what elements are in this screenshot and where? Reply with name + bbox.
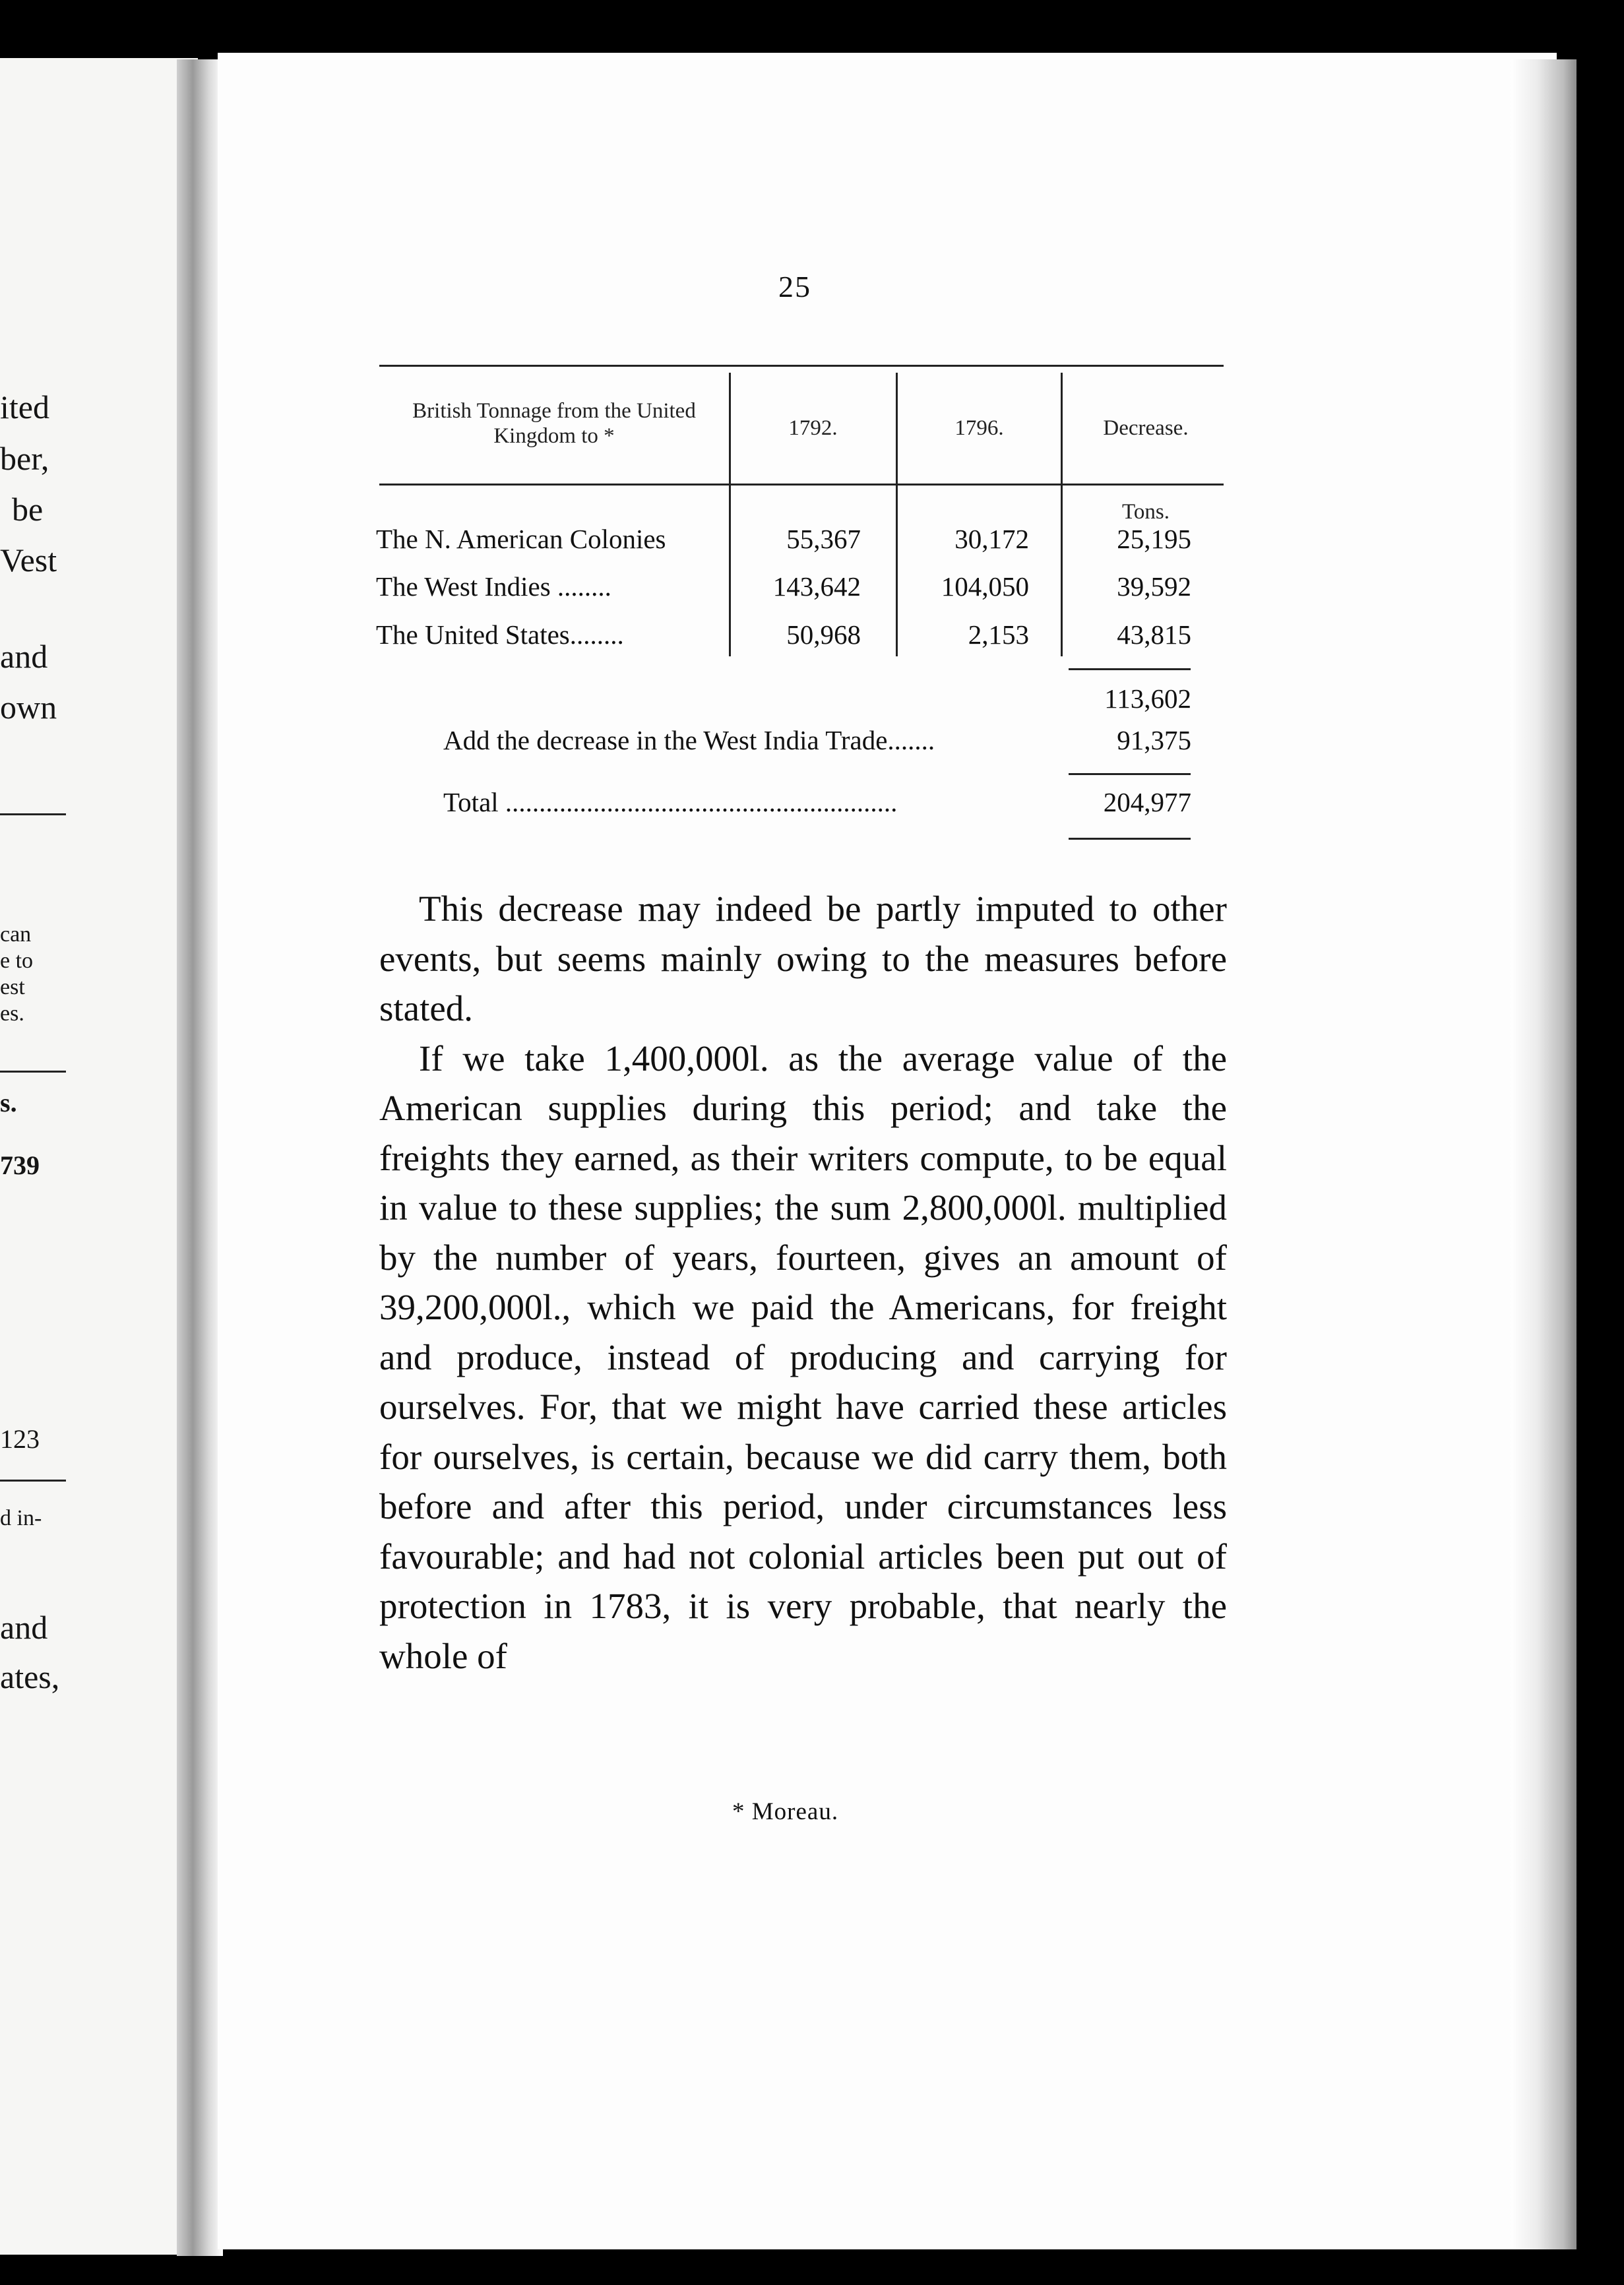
total-label: Total .......................................................... <box>443 787 898 817</box>
cell-decrease: 39,592 <box>1117 571 1191 602</box>
header-1792: 1792. <box>788 416 838 440</box>
total-rule-bottom <box>1069 838 1191 840</box>
cell-1792: 55,367 <box>786 524 861 554</box>
units-label: Tons. <box>1122 500 1170 524</box>
book-gutter <box>177 59 223 2256</box>
left-fragment-line: and <box>0 1609 48 1646</box>
cell-1796: 2,153 <box>968 619 1029 650</box>
left-fragment-line: est <box>0 975 25 999</box>
cell-1792: 143,642 <box>772 571 861 602</box>
cell-1796: 30,172 <box>954 524 1029 554</box>
total-rule-top <box>1069 773 1191 775</box>
left-fragment-line: be <box>12 491 44 528</box>
table-top-rule <box>379 365 1224 367</box>
row-label: The West Indies ........ <box>376 571 611 602</box>
cell-1796: 104,050 <box>941 571 1029 602</box>
table-column-rule <box>896 373 898 656</box>
paragraph-1: This decrease may indeed be partly imputed to other events, but seems mainly owing to the measures before stated. <box>379 889 1227 1028</box>
subtotal-rule <box>1069 668 1191 670</box>
add-decrease-label: Add the decrease in the West India Trade....... <box>443 725 935 755</box>
row-label: The N. American Colonies <box>376 524 666 554</box>
table-column-rule <box>1061 373 1063 656</box>
footnote: * Moreau. <box>732 1798 839 1825</box>
subtotal-value: 113,602 <box>1104 683 1191 714</box>
left-fragment-line: es. <box>0 1001 24 1026</box>
left-fragment-line: ates, <box>0 1658 60 1695</box>
left-fragment-line: Vest <box>0 542 57 579</box>
header-destination: British Tonnage from the United Kingdom to * <box>412 399 696 448</box>
cell-1792: 50,968 <box>786 619 861 650</box>
page-edge <box>1511 59 1577 2249</box>
left-fragment-line: own <box>0 689 57 726</box>
add-decrease-value: 91,375 <box>1117 725 1191 755</box>
left-fragment-line: and <box>0 638 48 675</box>
left-fragment-line: can <box>0 922 32 947</box>
body-text <box>379 884 1227 1681</box>
table-column-rule <box>729 373 731 656</box>
left-fragment-line: ber, <box>0 440 49 477</box>
left-fragment-line: d in- <box>0 1506 42 1530</box>
left-rule <box>0 1071 66 1073</box>
header-1796: 1796. <box>954 416 1004 440</box>
left-fragment-line: 739 <box>0 1150 40 1180</box>
page-number: 25 <box>778 270 811 303</box>
left-rule <box>0 1480 66 1482</box>
previous-page-fragment <box>0 58 198 2255</box>
cell-decrease: 25,195 <box>1117 524 1191 554</box>
paragraph-2: If we take 1,400,000l. as the average value of the American supplies during this period; and take the freights they earned, as their writers compute, to be equal in value to these supplies; the sum 2,800,000l. multiplied by the number of years, fourteen, gives an amount of 39,200,000l., which we paid the Americans, for freight and produce, instead of producing and carrying for ourselves. For, that we might have carried these articles for ourselves, is certain, because we did carry them, both before and after this period, under circumstances less favourable; and had not colonial articles been put out of protection in 1783, it is very probable, that nearly the whole of <box>379 1038 1227 1676</box>
left-rule <box>0 813 66 815</box>
left-fragment-line: e to <box>0 949 34 973</box>
left-fragment-line: 123 <box>0 1424 40 1454</box>
left-fragment-line: s. <box>0 1088 17 1117</box>
header-decrease: Decrease. <box>1103 416 1189 440</box>
row-label: The United States........ <box>376 619 624 650</box>
total-value: 204,977 <box>1103 787 1191 817</box>
cell-decrease: 43,815 <box>1117 619 1191 650</box>
table-header-rule <box>379 484 1224 485</box>
left-fragment-line: ited <box>0 389 49 425</box>
